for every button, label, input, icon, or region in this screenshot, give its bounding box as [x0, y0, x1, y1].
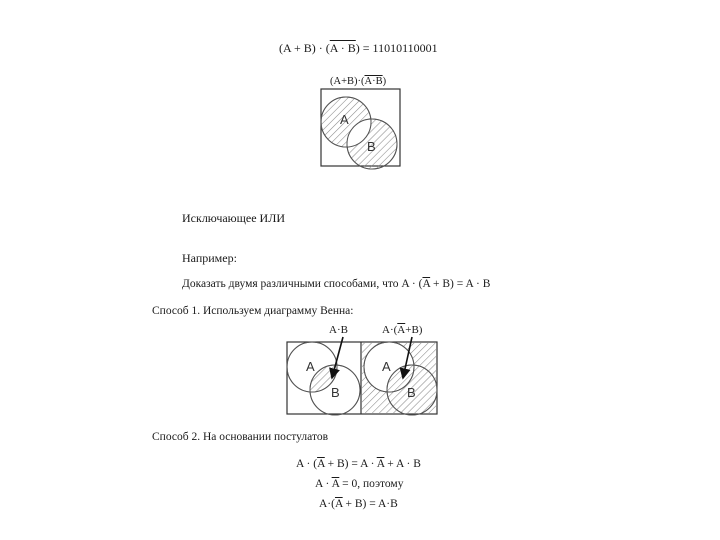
top-formula-lhs-b: ) = — [355, 41, 373, 55]
venn2-left-label: A·B — [329, 324, 348, 336]
top-formula-lhs-a: (A + B) · ( — [279, 41, 330, 55]
proof-line-1: $A \cdot (\overline{A} + B) = A \cdot \overline{A} + A \cdot B$ — [296, 458, 421, 470]
xor-title: Исключающее ИЛИ — [182, 211, 286, 225]
venn2-right-letter-b: B — [407, 385, 416, 400]
venn2-left-letter-b: B — [331, 385, 340, 400]
top-formula-negated-term: A · B — [329, 41, 356, 55]
venn1-letter-a: A — [340, 112, 349, 127]
proof-line-2: $A \cdot \overline{A} = 0$, поэтому — [315, 478, 404, 490]
venn2-left-letter-a: A — [306, 359, 315, 374]
prove-statement: Доказать двумя различными способами, что $A \cdot (\overline{A} + B) = A \cdot B$ — [182, 278, 491, 290]
venn-diagram-xor — [321, 89, 400, 169]
venn2-right-label: $A\cdot(\overline{A}+B)$ — [382, 324, 423, 336]
proof-line-3: $A\cdot(\overline{A} + B) = A\cdot B$ — [319, 498, 398, 510]
method-2-heading: Способ 2. На основании постулатов — [152, 431, 329, 443]
example-label: Например: — [182, 251, 237, 265]
venn1-label: (A+B)·(A·B) — [330, 76, 387, 87]
venn2-right-letter-a: A — [382, 359, 391, 374]
method-1-heading: Способ 1. Используем диаграмму Венна: — [152, 305, 354, 317]
venn1-letter-b: B — [367, 139, 376, 154]
venn-diagram-a-and-nota-or-b — [362, 342, 437, 415]
top-formula-bits: 11010110001 — [372, 41, 438, 55]
